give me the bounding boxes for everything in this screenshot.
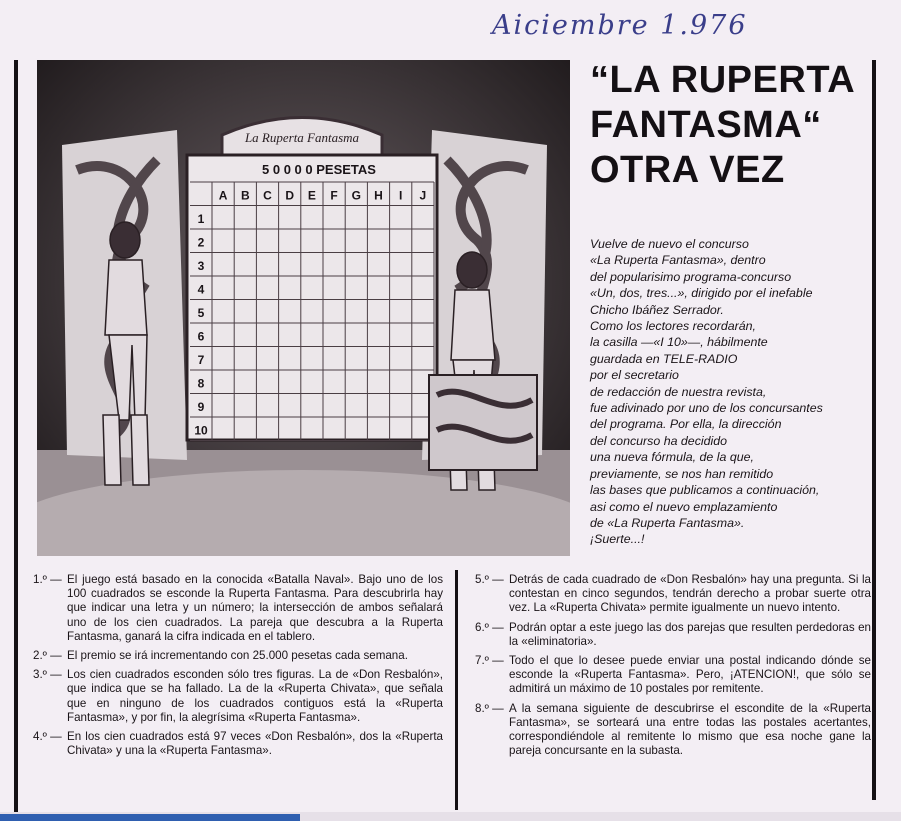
board-row-label: 1 <box>197 212 205 226</box>
board-column-label: D <box>285 188 295 203</box>
lede-line: Chicho Ibáñez Serrador. <box>590 302 724 317</box>
lede-line: ¡Suerte...! <box>590 532 645 547</box>
article-headline <box>590 58 865 193</box>
rule-text: Detrás de cada cuadrado de «Don Resbalón» hay una pregunta. Si la contestan en cinco segundos, tendrán derecho a probar suerte otra vez. La «Ruperta Chivata» permite igualmente un nuevo intento. <box>509 573 871 615</box>
lede-line: asi como el nuevo emplazamiento <box>590 499 778 514</box>
board-row-label: 9 <box>197 400 205 414</box>
board-row-label: 2 <box>197 235 205 250</box>
rule-item <box>33 573 443 644</box>
lede-line: por el secretario <box>590 368 679 383</box>
lede-line: fue adivinado por uno de los concursantes <box>590 401 823 416</box>
rule-text: A la semana siguiente de descubrirse el escondite de la «Ruperta Fantasma», se sorteará una entre todas las postales acertantes, correspondiéndole al remitente lo mismo que esa noche gane la pareja concursante en la subasta. <box>509 701 871 758</box>
lede-line: «La Ruperta Fantasma», dentro <box>590 253 766 268</box>
rule-number: 2.º — <box>33 649 62 663</box>
board-column-label: J <box>419 188 427 203</box>
lede-line: Vuelve de nuevo el concurso <box>590 237 749 251</box>
rule-item <box>475 621 871 649</box>
board-column-label: G <box>351 188 361 203</box>
headline-line: “LA RUPERTA <box>590 59 856 101</box>
rule-number: 4.º — <box>33 730 62 744</box>
article-lede <box>590 236 870 548</box>
blue-strip <box>0 814 300 821</box>
board-column-label: C <box>263 188 272 203</box>
rules-column-right <box>475 573 871 763</box>
board-column-label: B <box>240 188 250 203</box>
lede-line: de redacción de nuestra revista, <box>590 384 767 399</box>
center-column-rule <box>455 570 458 810</box>
board-row-label: 7 <box>197 353 205 367</box>
board-title: La Ruperta Fantasma <box>244 130 360 145</box>
rule-number: 7.º — <box>475 654 504 668</box>
board-column-label: F <box>330 188 338 203</box>
board-column-label: A <box>218 188 228 203</box>
rule-item <box>475 702 871 759</box>
rule-text: Los cien cuadrados esconden sólo tres figuras. La de «Don Resbalón», que indica que se ha fallado. La de la «Ruperta Chivata», que señala que en ninguno de los cuadrados contiguos está la «Ruperta Fantasma», y por fin, la alegrísima «Ruperta Fantasma». <box>67 668 443 724</box>
rule-item <box>475 654 871 697</box>
lede-line: «Un, dos, tres...», dirigido por el inefable <box>590 286 813 301</box>
lede-line: guardada en TELE-RADIO <box>590 351 738 366</box>
rule-text: En los cien cuadrados está 97 veces «Don Resbalón», dos la «Ruperta Chivata» y una la «Ruperta Fantasma». <box>67 730 443 758</box>
rule-number: 5.º — <box>475 573 504 586</box>
rule-number: 3.º — <box>33 668 62 682</box>
board-column-label: H <box>374 188 383 203</box>
board-row-label: 8 <box>197 376 205 391</box>
rule-item <box>33 668 443 725</box>
rule-item <box>475 573 871 616</box>
rule-number: 1.º — <box>33 573 62 586</box>
board-column-label: E <box>307 188 316 203</box>
rule-item <box>33 730 443 758</box>
lede-line: del programa. Por ella, la dirección <box>590 417 782 432</box>
board-column-label: I <box>399 188 403 203</box>
rule-text: El juego está basado en la conocida «Batalla Naval». Bajo uno de los 100 cuadrados se esconde la Ruperta Fantasma. Para descubrirla hay que indicar una letra y un número; la intersección de ambos señalará uno de los cien cuadrados. La pareja que descubra a la Ruperta Fantasma, ganará la cifra indicada en el tablero. <box>67 573 443 643</box>
board-row-label: 6 <box>197 329 205 344</box>
rule-text: Todo el que lo desee puede enviar una postal indicando dónde se esconde la «Ruperta Fantasma». Pero, ¡ATENCION!, que sólo se admitirá un máximo de 10 postales por remitente. <box>509 654 871 696</box>
handwritten-date: Aiciembre 1.976 <box>492 10 748 41</box>
right-column-rule <box>872 60 876 800</box>
board-row-label: 5 <box>197 306 205 320</box>
rules-column-left <box>33 573 443 763</box>
headline-line: OTRA VEZ <box>590 149 785 191</box>
rule-number: 8.º — <box>475 701 504 715</box>
lede-line: una nueva fórmula, de la que, <box>590 450 754 465</box>
lede-line: las bases que publicamos a continuación, <box>590 483 820 498</box>
lede-line: la casilla —«I 10»—, hábilmente <box>590 335 768 350</box>
lede-line: del popularisimo programa-concurso <box>590 269 792 284</box>
lede-line: Como los lectores recordarán, <box>590 319 756 334</box>
board-row-label: 3 <box>197 259 205 273</box>
page-bottom-edge <box>0 812 901 821</box>
lede-line: previamente, se nos han remitido <box>590 466 774 481</box>
board-row-label: 10 <box>194 423 208 438</box>
rule-number: 6.º — <box>475 620 504 634</box>
board-row-label: 4 <box>197 282 205 297</box>
lede-line: de «La Ruperta Fantasma». <box>590 515 745 530</box>
prize-label: 5 0 0 0 0 PESETAS <box>262 162 376 177</box>
game-board-photo <box>37 60 570 556</box>
rule-text: Podrán optar a este juego las dos parejas que resulten perdedoras en la «eliminatoria». <box>509 620 871 648</box>
left-column-rule <box>14 60 18 812</box>
lede-line: del concurso ha decidido <box>590 433 728 448</box>
rule-text: El premio se irá incrementando con 25.000 pesetas cada semana. <box>67 649 408 663</box>
rule-item <box>33 649 443 663</box>
headline-line: FANTASMA“ <box>590 104 822 146</box>
